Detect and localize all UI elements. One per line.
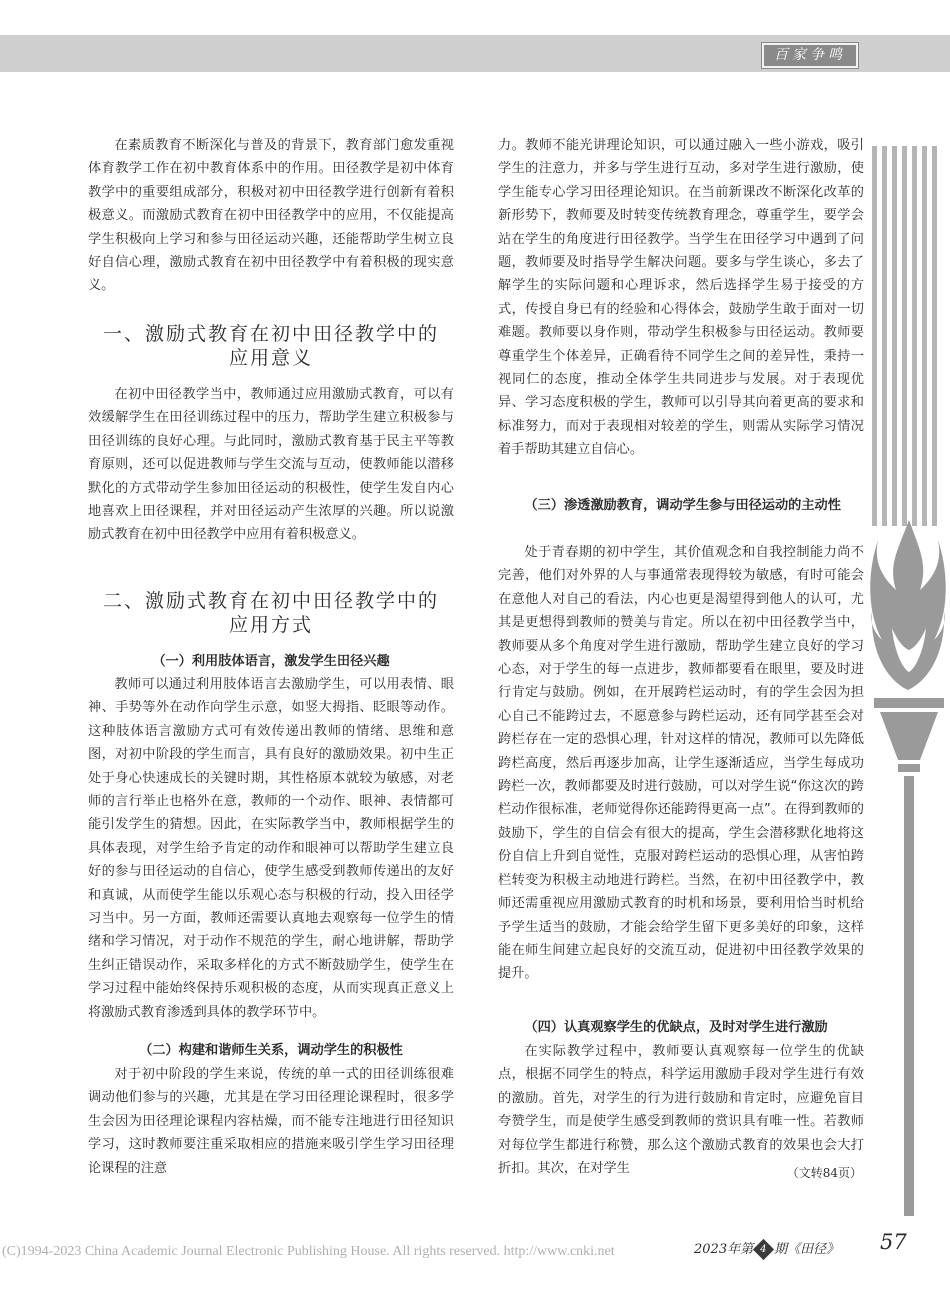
stripe	[892, 146, 897, 526]
subsection-4-title: （四）认真观察学生的优缺点，及时对学生进行激励	[524, 1020, 828, 1035]
subsection-3-title: （三）渗透激励教育，调动学生参与田径运动的主动性	[524, 498, 841, 513]
stripe	[882, 146, 887, 526]
subsection-1-paragraph: 教师可以通过利用肢体语言去激励学生，可以用表情、眼神、手势等外在动作向学生示意，如竖大拇指、眨眼等动作。这种肢体语言激励方式可有效传递出教师的情绪、思维和意图，对初中阶段的学生而言，具有良好的激励效果。初中生正处于身心快速成长的关键时期，其性格原本就较为敏感，对老师的言行举止也格外在意，教师的一个动作、眼神、表情都可能引发学生的猜想。因此，在实际教学当中，教师根据学生的具体表现，对学生给予肯定的动作和眼神可以帮助学生建立良好的参与田径运动的自信心，使学生感受到教师传递出的友好和真诚，从而使学生能以乐观心态与积极的行动，投入田径学习当中。另一方面，教师还需要认真地去观察每一位学生的情绪和学习情况，对于动作不规范的学生，耐心地讲解，帮助学生纠正错误动作，采取多样化的方式不断鼓励学生，使学生在学习过程中能始终保持乐观积极的态度，从而实现真正意义上将激励式教育渗透到具体的教学环节中。	[88, 677, 454, 1020]
copyright-watermark: (C)1994-2023 China Academic Journal Electronic Publishing House. All rights reserved. http://www.cnki.net	[2, 1244, 615, 1259]
stripe	[912, 146, 917, 526]
decorative-stripes	[872, 146, 942, 526]
section-2-title	[88, 589, 454, 637]
issue-suffix: 期《田径》	[774, 1242, 840, 1257]
issue-number: 4	[760, 1244, 767, 1255]
subsection-2-paragraph: 对于初中阶段的学生来说，传统的单一式的田径训练很难调动他们参与的兴趣，尤其是在学习田径理论课程时，很多学生会因为田径理论课程内容枯燥，而不能专注地进行田径知识学习，这时教师要注重采取相应的措施来吸引学生学习田径理论课程的注意	[88, 1067, 454, 1176]
intro-paragraph: 在素质教育不断深化与普及的背景下，教育部门愈发重视体育教学工作在初中教育体系中的作用。田径教学是初中体育教学中的重要组成部分，积极对初中田径教学进行创新有着积极意义。而激励式教育在初中田径教学中的应用，不仅能提高学生积极向上学习和参与田径运动兴趣，还能帮助学生树立良好自信心理，激励式教育在初中田径教学中有着积极的现实意义。	[88, 138, 454, 294]
column-tag: 百家争鸣	[762, 43, 858, 68]
subsection-1-title: （一）利用肢体语言，激发学生田径兴趣	[152, 654, 390, 669]
stripe	[872, 146, 877, 526]
stripe	[902, 146, 907, 526]
torch-icon	[868, 520, 950, 1220]
continue-note: （文转84页）	[786, 1166, 862, 1180]
section-1-title-line1: 一、激励式教育在初中田径教学中的	[102, 323, 439, 345]
issue-prefix: 2023年第	[694, 1242, 754, 1257]
section-2-title-line1: 二、激励式教育在初中田径教学中的	[102, 590, 439, 612]
issue-info	[694, 1238, 839, 1257]
continued-paragraph: 力。教师不能光讲理论知识，可以通过融入一些小游戏，吸引学生的注意力，并多与学生进行互动，多对学生进行激励，使学生能专心学习田径理论知识。在当前新课改不断深化改革的新形势下，教师要及时转变传统教育理念，尊重学生，要学会站在学生的角度进行田径教学。当学生在田径学习中遇到了问题，教师要及时指导学生解决问题。要多与学生谈心，多去了解学生的实际问题和心理诉求，然后选择学生易于接受的方式，传授自身已有的经验和心得体会，鼓励学生敢于面对一切难题。教师要以身作则，带动学生积极参与田径运动。教师要尊重学生个体差异，正确看待不同学生之间的差异性，秉持一视同仁的态度，推动全体学生共同进步与发展。对于表现优异、学习态度积极的学生，教师可以引导其向着更高的要求和标准努力，而对于表现相对较差的学生，则需从实际学习情况着手帮助其建立自信心。	[498, 138, 864, 458]
page-number: 57	[880, 1230, 907, 1254]
subsection-3-paragraph: 处于青春期的初中学生，其价值观念和自我控制能力尚不完善，他们对外界的人与事通常表现得较为敏感，有时可能会在意他人对自己的看法，内心也更是渴望得到他人的认可，尤其是更想得到教师的赞美与肯定。所以在初中田径教学当中，教师要从多个角度对学生进行激励，帮助学生建立良好的学习心态，对于学生的每一点进步，教师都要看在眼里，要及时进行肯定与鼓励。例如，在开展跨栏运动时，有的学生会因为担心自己不能跨过去，不愿意参与跨栏运动，还有同学甚至会对跨栏存在一定的恐惧心理，针对这样的情况，教师可以先降低跨栏高度，然后再逐步加高，让学生逐渐适应，当学生每成功跨栏一次，教师都要及时进行鼓励，可以对学生说“你这次的跨栏动作很标准，老师觉得你还能跨得更高一点”。在得到教师的鼓励下，学生的自信会有很大的提高，学生会潜移默化地将这份自信上升到自觉性，克服对跨栏运动的恐惧心理，从害怕跨栏转变为积极主动地进行跨栏。当然，在初中田径教学中，教师还需重视应用激励式教育的时机和场景，要利用恰当时机给予学生适当的鼓励，才能会给学生留下更多美好的印象，这样能在师生间建立起良好的交流互动，促进初中田径教学效果的提升。	[498, 545, 864, 982]
subsection-2-title: （二）构建和谐师生关系，调动学生的积极性	[139, 1043, 403, 1058]
issue-number-badge	[753, 1239, 774, 1260]
subsection-4-paragraph: 在实际教学过程中，教师要认真观察每一位学生的优缺点，根据不同学生的特点，科学运用激励手段对学生进行有效的激励。首先，对学生的行为进行鼓励和肯定时，应避免盲目夸赞学生，而是使学生感受到教师的赏识具有唯一性。若教师对每位学生都进行称赞，那么这个激励式教育的效果也会大打折扣。其次，在对学生	[498, 1044, 864, 1177]
section-1-paragraph: 在初中田径教学当中，教师通过应用激励式教育，可以有效缓解学生在田径训练过程中的压力，帮助学生建立积极参与田径训练的良好心理。与此同时，激励式教育基于民主平等教育原则，还可以促进教师与学生交流与互动，使教师能以潜移默化的方式带动学生参加田径运动的积极性，使学生发自内心地喜欢上田径课程，并对田径运动产生浓厚的兴趣。所以说激励式教育在初中田径教学中应用有着积极意义。	[88, 387, 454, 543]
section-2-title-line2: 应用方式	[228, 614, 313, 636]
stripe	[932, 146, 937, 526]
stripe	[922, 146, 927, 526]
section-1-title-line2: 应用意义	[228, 347, 313, 369]
section-1-title	[88, 322, 454, 370]
